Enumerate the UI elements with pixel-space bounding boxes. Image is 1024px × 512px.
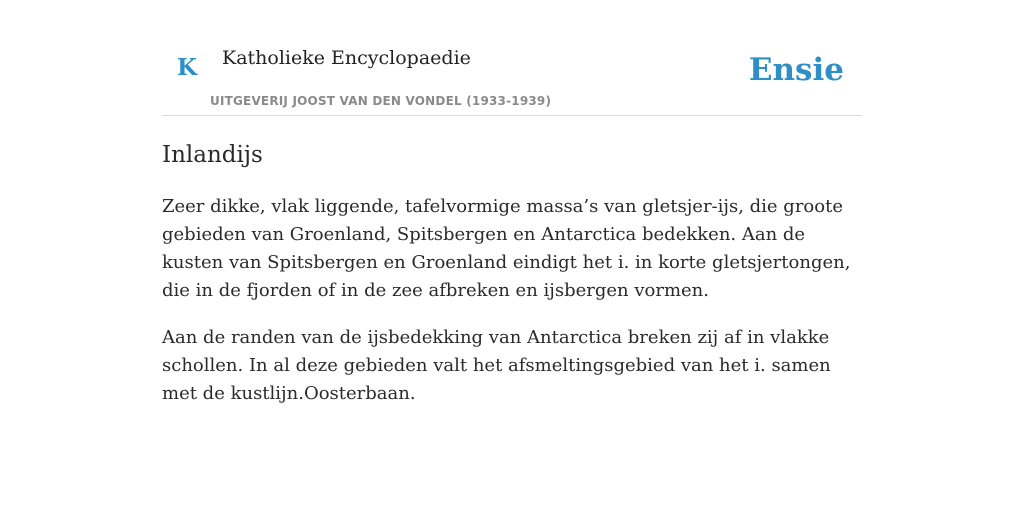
article <box>162 140 862 408</box>
ensie-logo-link[interactable]: Ensie <box>748 52 844 88</box>
entry-title: Inlandijs <box>162 142 263 168</box>
publisher-label: UITGEVERIJ JOOST VAN DEN VONDEL (1933-1939) <box>210 94 552 108</box>
source-title[interactable]: Katholieke Encyclopaedie <box>222 47 471 69</box>
article-paragraph: Aan de randen van de ijsbedekking van Antarctica breken zij af in vlakke schollen. In al deze gebieden valt het afsmeltingsgebied van het i. samen met de kustlijn.Oosterbaan. <box>162 327 831 404</box>
article-paragraph: Zeer dikke, vlak liggende, tafelvormige massa’s van gletsjer-ijs, die groote gebieden van Groenland, Spitsbergen en Antarctica bedekken. Aan de kusten van Spitsbergen en Groenland eindigt het i. in korte gletsjertongen, die in de fjorden of in de zee afbreken en ijsbergen vormen. <box>162 196 851 301</box>
source-header <box>162 0 862 116</box>
page-container <box>162 0 862 408</box>
source-logo[interactable]: K <box>177 54 197 81</box>
